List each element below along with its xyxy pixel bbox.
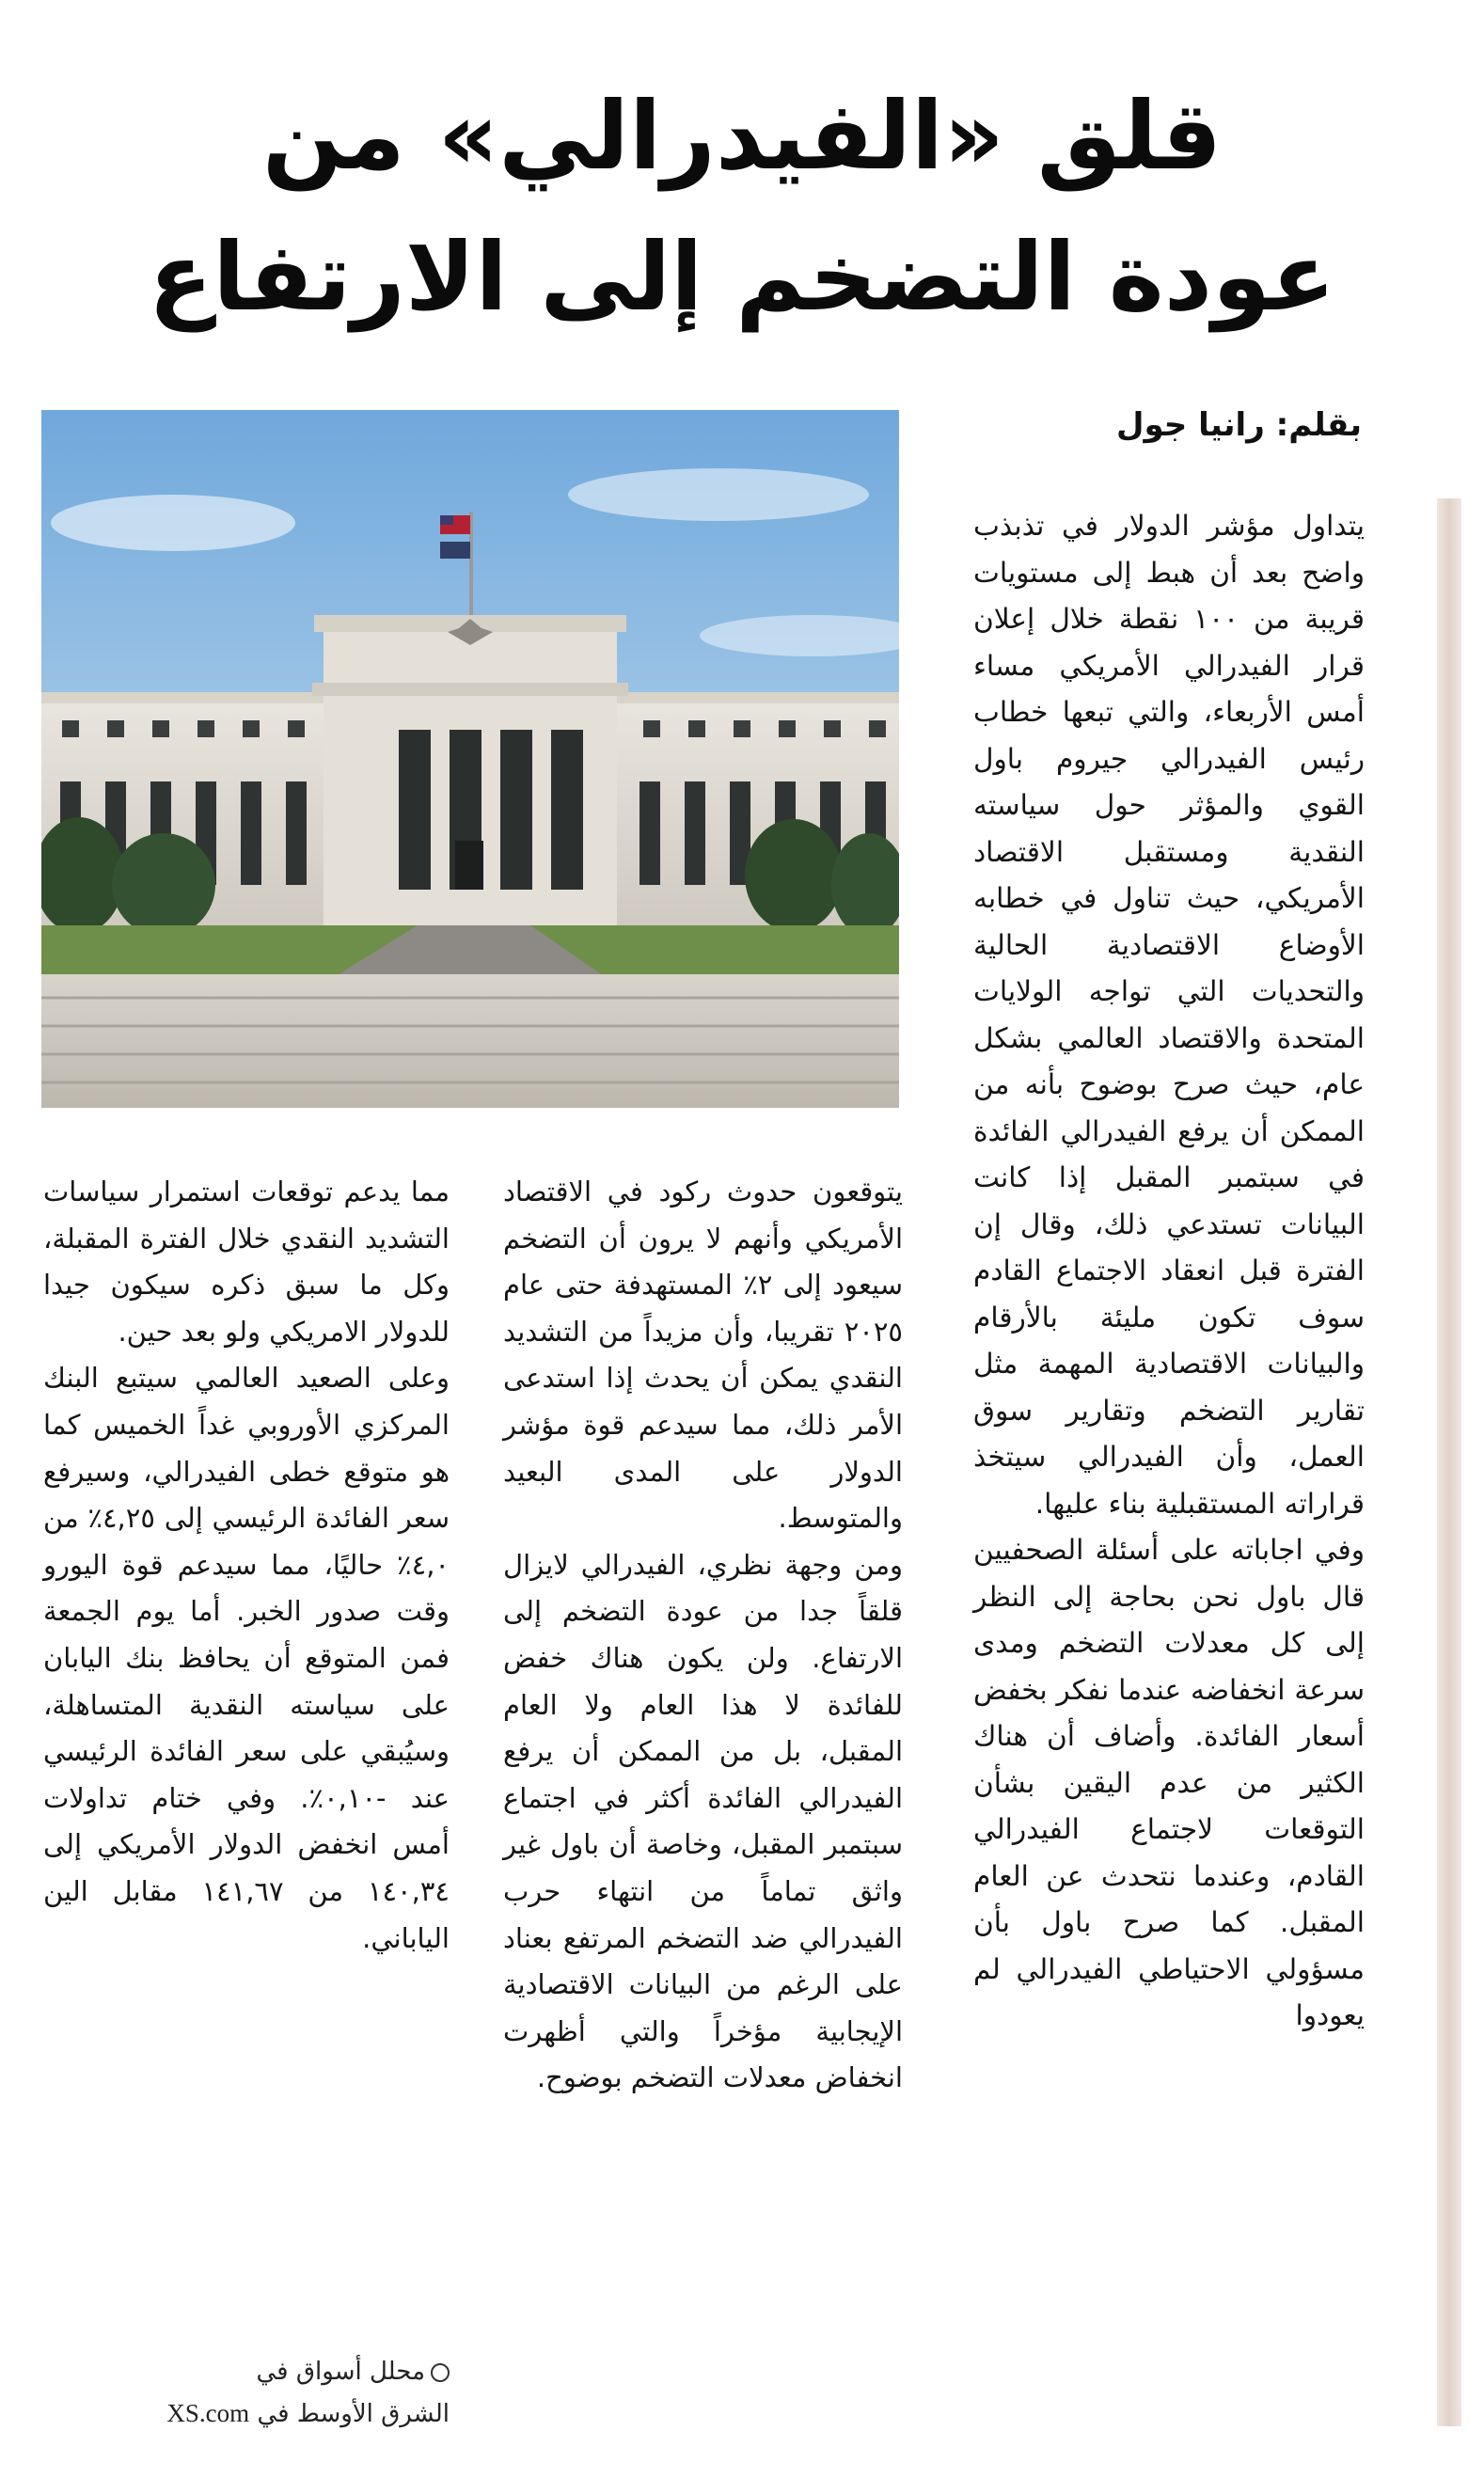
paragraph: ومن وجهة نظري، الفيدرالي لايزال قلقاً جدا من عودة التضخم إلى الارتفاع. ولن يكون هناك خفض للفائدة لا هذا العام ولا العام المقبل، بل من الممكن أن يرفع الفيدرالي الفائدة أكثر في اجتماع سبتمبر المقبل، وخاصة أن باول غير واثق تماماً من انتهاء حرب الفيدرالي ضد التضخم المرتفع بعناد على الرغم من البيانات الاقتصادية الإيجابية مؤخراً والتي أظهرت انخفاض معدلات التضخم بوضوح. [503,1548,903,2094]
paragraph: وعلى الصعيد العالمي سيتبع البنك المركزي الأوروبي غداً الخميس كما هو متوقع خطى الفيدرالي، وسيرفع سعر الفائدة الرئيسي إلى ٤,٢٥٪ من ٤,٠٪ حاليًا، مما سيدعم قوة اليورو وقت صدور الخبر. أما يوم الجمعة فمن المتوقع أن يحافظ بنك اليابان على سياسته النقدية المتساهلة، وسيُبقي على سعر الفائدة الرئيسي عند -٠,١٠٪. وفي ختام تداولات أمس انخفض الدولار الأمريكي إلى ١٤٠,٣٤ من ١٤١,٦٧ مقابل الين الياباني. [43,1362,450,1954]
headline-line-1: قلق «الفيدرالي» من [261,81,1223,191]
column-rule [1437,498,1461,2426]
article-column-1 [973,503,1365,2040]
author-note [43,2351,450,2435]
headline-line-2: عودة التضخم إلى الارتفاع [148,222,1336,332]
author-note-line-2: الشرق الأوسط في [257,2400,450,2428]
paragraph: يتداول مؤشر الدولار في تذبذب واضح بعد أن هبط إلى مستويات قريبة من ١٠٠ نقطة خلال إعلان قرار الفيدرالي الأمريكي مساء أمس الأربعاء، والتي تبعها خطاب رئيس الفيدرالي جيروم باول القوي والمؤثر حول سياسته النقدية ومستقبل الاقتصاد الأمريكي، حيث تناول في خطابه الأوضاع الاقتصادية الحالية والتحديات التي تواجه الولايات المتحدة والاقتصاد العالمي بشكل عام، حيث صرح بوضوح بأنه من الممكن أن يرفع الفيدرالي الفائدة في سبتمبر المقبل إذا كانت البيانات تستدعي ذلك، وقال إن الفترة قبل انعقاد الاجتماع القادم سوف تكون مليئة بالأرقام والبيانات الاقتصادية المهمة مثل تقارير التضخم وتقارير سوق العمل، وأن الفيدرالي سيتخذ قراراته المستقبلية بناء عليها. [973,510,1366,1520]
byline: بقلم: رانيا جول [1115,406,1362,444]
paragraph: يتوقعون حدوث ركود في الاقتصاد الأمريكي وأنهم لا يرون أن التضخم سيعود إلى ٢٪ المستهدفة حتى عام ٢٠٢٥ تقريبا، وأن مزيداً من التشديد النقدي يمكن أن يحدث إذا استدعى الأمر ذلك، مما سيدعم قوة مؤشر الدولار على المدى البعيد والمتوسط. [503,1176,903,1535]
federal-reserve-photo [41,410,899,1108]
article-column-3 [43,1169,450,1962]
author-note-site: XS.com [166,2399,250,2427]
circle-bullet-icon [431,2363,450,2382]
paragraph: وفي اجاباته على أسئلة الصحفيين قال باول نحن بحاجة إلى النظر إلى كل معدلات التضخم ومدى سرعة انخفاضه عندما نفكر بخفض أسعار الفائدة. وأضاف أن هناك الكثير من عدم اليقين بشأن التوقعات لاجتماع الفيدرالي القادم، وعندما نتحدث عن العام المقبل. كما صرح باول بأن مسؤولي الاحتياطي الفيدرالي لم يعودوا [973,1534,1365,2031]
paragraph: مما يدعم توقعات استمرار سياسات التشديد النقدي خلال الفترة المقبلة، وكل ما سبق ذكره سيكون جيدا للدولار الامريكي ولو بعد حين. [43,1176,450,1348]
article-column-2 [503,1169,903,2102]
headline [38,66,1446,348]
author-note-line-1: محلل أسواق في [256,2358,425,2386]
